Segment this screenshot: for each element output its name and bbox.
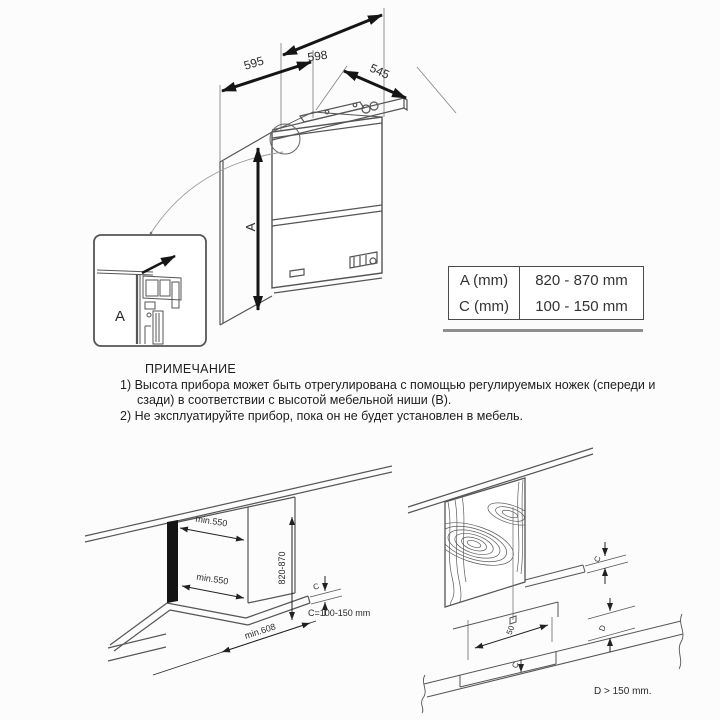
niche-top-depth-label: min.550 [194, 513, 229, 529]
table-row [449, 293, 643, 319]
dim-height-label: A [243, 222, 258, 232]
table-row [449, 267, 643, 293]
panel-line-art [408, 448, 593, 607]
dim-width-front-label: 595 [242, 53, 266, 73]
corner-detail-inset [93, 234, 207, 347]
dim-depth-label: 545 [367, 60, 392, 82]
appliance-line-art [220, 98, 407, 325]
divider-rule [443, 329, 643, 332]
niche-side-wall [167, 520, 178, 603]
table-value-a: 820 - 870 mm [535, 271, 628, 289]
dim-width-top-label: 598 [306, 47, 329, 65]
niche-plinth-range-label: C=100-150 mm [308, 608, 371, 618]
note-title: ПРИМЕЧАНИЕ [145, 362, 237, 376]
niche-dimension-arrows [153, 517, 325, 675]
niche-line-art [85, 466, 392, 661]
note-item-2: 2) Не эксплуатируйте прибор, пока он не будет установлен в мебель. [120, 408, 523, 423]
inset-label: A [115, 308, 126, 325]
panel-clearance-note: D > 150 mm. [594, 686, 652, 697]
panel-bottom-gap-label: D [597, 623, 608, 633]
inset-border [94, 235, 206, 346]
niche-height-label: 820-870 [277, 551, 287, 585]
table-value-c: 100 - 150 mm [535, 297, 628, 315]
panel-plinth-letter: C [510, 660, 521, 670]
table-param-c: C (mm) [449, 293, 520, 319]
niche-min-width-label: min.608 [243, 621, 277, 641]
niche-bottom-depth-label: min.550 [195, 571, 230, 587]
notes-section [120, 362, 655, 424]
callout-leader-arc [151, 152, 283, 233]
panel-top-gap-label: C [592, 554, 603, 564]
niche-dimensions-diagram [58, 448, 392, 720]
note-item-1-line-1: 1) Высота прибора может быть отрегулирована с помощью регулируемых ножек (спереди и [120, 377, 656, 392]
niche-plinth-letter: C [311, 581, 321, 592]
table-param-a: A (mm) [449, 267, 520, 293]
panel-recess-label: 50 [504, 624, 517, 636]
dimensions-table [448, 266, 644, 320]
note-item-1-line-2: сзади) в соответствии с высотой мебельной ниши (В). [137, 393, 452, 407]
decor-panel-diagram [398, 432, 720, 720]
